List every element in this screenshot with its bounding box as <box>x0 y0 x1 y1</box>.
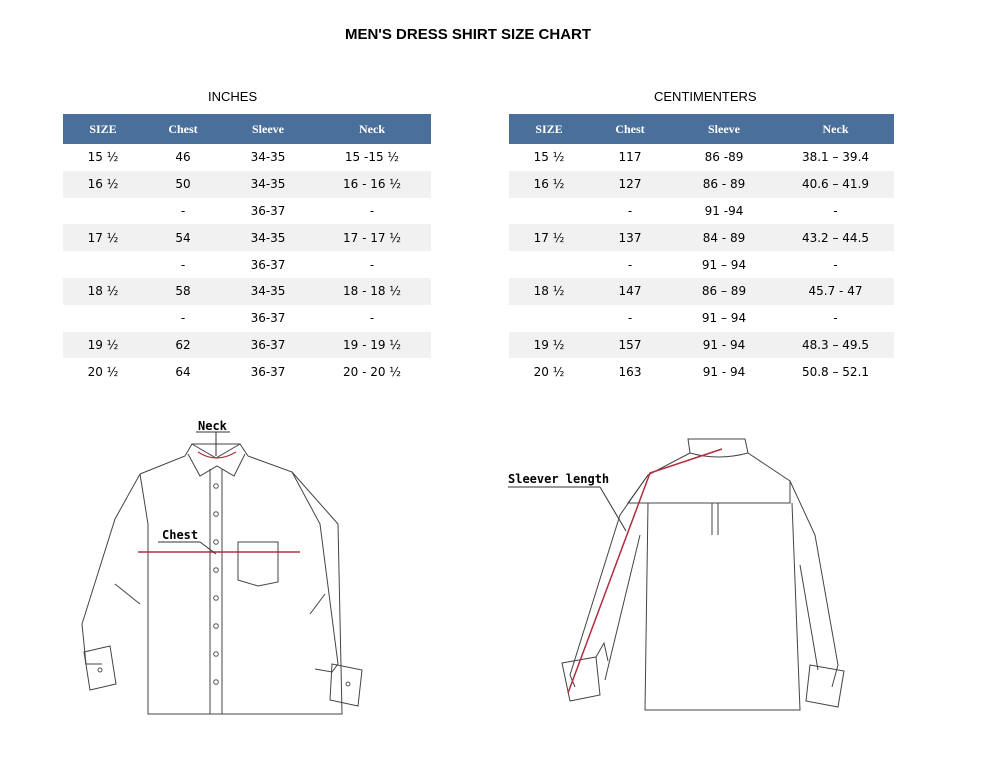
table-cell: 54 <box>143 224 223 251</box>
table-cell: 58 <box>143 278 223 305</box>
table-cell: - <box>589 251 671 278</box>
table-cell: - <box>777 251 894 278</box>
table-cell: 64 <box>143 358 223 385</box>
table-cell: 34-35 <box>223 224 313 251</box>
table-cell: 36-37 <box>223 198 313 225</box>
table-cell: 16 ½ <box>63 171 143 198</box>
table-cell: 127 <box>589 171 671 198</box>
sleeve-length-label: Sleever length <box>508 472 610 486</box>
table-cell: 40.6 – 41.9 <box>777 171 894 198</box>
table-cell: 17 ½ <box>509 224 589 251</box>
table-cell: - <box>143 305 223 332</box>
centimeters-label: CENTIMENTERS <box>654 89 757 104</box>
table-row <box>509 171 894 198</box>
table-row <box>509 332 894 359</box>
table-header-row <box>63 114 431 144</box>
table-row <box>63 251 431 278</box>
table-cell: 157 <box>589 332 671 359</box>
centimeters-size-table <box>509 114 894 385</box>
table-cell: 36-37 <box>223 305 313 332</box>
shirt-back-diagram <box>500 425 855 725</box>
table-cell: 20 ½ <box>509 358 589 385</box>
table-cell: 50.8 – 52.1 <box>777 358 894 385</box>
table-cell: 86 – 89 <box>671 278 777 305</box>
table-cell: 86 - 89 <box>671 171 777 198</box>
table-cell: 147 <box>589 278 671 305</box>
table-row <box>63 358 431 385</box>
table-cell: - <box>143 251 223 278</box>
table-cell: 46 <box>143 144 223 171</box>
table-row <box>63 144 431 171</box>
table-cell <box>63 305 143 332</box>
table-row <box>63 198 431 225</box>
table-cell <box>63 198 143 225</box>
table-row <box>63 332 431 359</box>
inches-size-table <box>63 114 431 385</box>
table-row <box>509 224 894 251</box>
table-cell: - <box>313 198 431 225</box>
table-cell: 18 - 18 ½ <box>313 278 431 305</box>
table-cell: 17 - 17 ½ <box>313 224 431 251</box>
table-cell: 36-37 <box>223 332 313 359</box>
table-row <box>509 144 894 171</box>
table-cell: 19 - 19 ½ <box>313 332 431 359</box>
table-cell: 36-37 <box>223 251 313 278</box>
table-row <box>509 358 894 385</box>
table-cell <box>509 251 589 278</box>
table-row <box>509 305 894 332</box>
table-cell: 18 ½ <box>509 278 589 305</box>
table-cell: 86 -89 <box>671 144 777 171</box>
table-row <box>63 305 431 332</box>
column-header: Sleeve <box>671 114 777 144</box>
table-cell: 17 ½ <box>63 224 143 251</box>
table-cell: 16 - 16 ½ <box>313 171 431 198</box>
table-cell: 38.1 – 39.4 <box>777 144 894 171</box>
table-cell: 91 – 94 <box>671 305 777 332</box>
table-header-row <box>509 114 894 144</box>
table-cell: 20 ½ <box>63 358 143 385</box>
column-header: Sleeve <box>223 114 313 144</box>
table-cell <box>509 198 589 225</box>
table-cell: 62 <box>143 332 223 359</box>
table-cell: 36-37 <box>223 358 313 385</box>
table-cell: - <box>589 305 671 332</box>
table-cell: 137 <box>589 224 671 251</box>
table-cell: 34-35 <box>223 144 313 171</box>
table-row <box>509 278 894 305</box>
table-cell: 15 -15 ½ <box>313 144 431 171</box>
table-cell: 91 – 94 <box>671 251 777 278</box>
table-cell: 19 ½ <box>63 332 143 359</box>
table-row <box>63 171 431 198</box>
table-row <box>509 251 894 278</box>
table-cell: 15 ½ <box>509 144 589 171</box>
table-cell: - <box>313 305 431 332</box>
table-cell: 48.3 – 49.5 <box>777 332 894 359</box>
column-header: SIZE <box>509 114 589 144</box>
table-cell: 34-35 <box>223 278 313 305</box>
table-cell: 34-35 <box>223 171 313 198</box>
page-title: MEN'S DRESS SHIRT SIZE CHART <box>344 26 592 43</box>
table-cell: - <box>777 305 894 332</box>
table-cell: 18 ½ <box>63 278 143 305</box>
table-cell: 50 <box>143 171 223 198</box>
column-header: Neck <box>313 114 431 144</box>
table-cell: - <box>143 198 223 225</box>
table-cell: 45.7 - 47 <box>777 278 894 305</box>
neck-label: Neck <box>198 419 227 433</box>
table-cell: - <box>777 198 894 225</box>
table-cell: 91 -94 <box>671 198 777 225</box>
shirt-front-diagram <box>70 414 400 724</box>
table-cell: 91 - 94 <box>671 358 777 385</box>
column-header: SIZE <box>63 114 143 144</box>
column-header: Neck <box>777 114 894 144</box>
table-cell: 43.2 – 44.5 <box>777 224 894 251</box>
column-header: Chest <box>143 114 223 144</box>
table-cell: 84 - 89 <box>671 224 777 251</box>
table-cell: 91 - 94 <box>671 332 777 359</box>
table-row <box>63 224 431 251</box>
table-cell <box>63 251 143 278</box>
table-cell: 16 ½ <box>509 171 589 198</box>
inches-label: INCHES <box>208 89 258 104</box>
table-cell: - <box>313 251 431 278</box>
table-row <box>63 278 431 305</box>
table-cell <box>509 305 589 332</box>
table-cell: 15 ½ <box>63 144 143 171</box>
table-cell: 19 ½ <box>509 332 589 359</box>
table-cell: - <box>589 198 671 225</box>
table-cell: 20 - 20 ½ <box>313 358 431 385</box>
table-row <box>509 198 894 225</box>
chest-label: Chest <box>162 528 199 542</box>
table-cell: 163 <box>589 358 671 385</box>
table-cell: 117 <box>589 144 671 171</box>
column-header: Chest <box>589 114 671 144</box>
